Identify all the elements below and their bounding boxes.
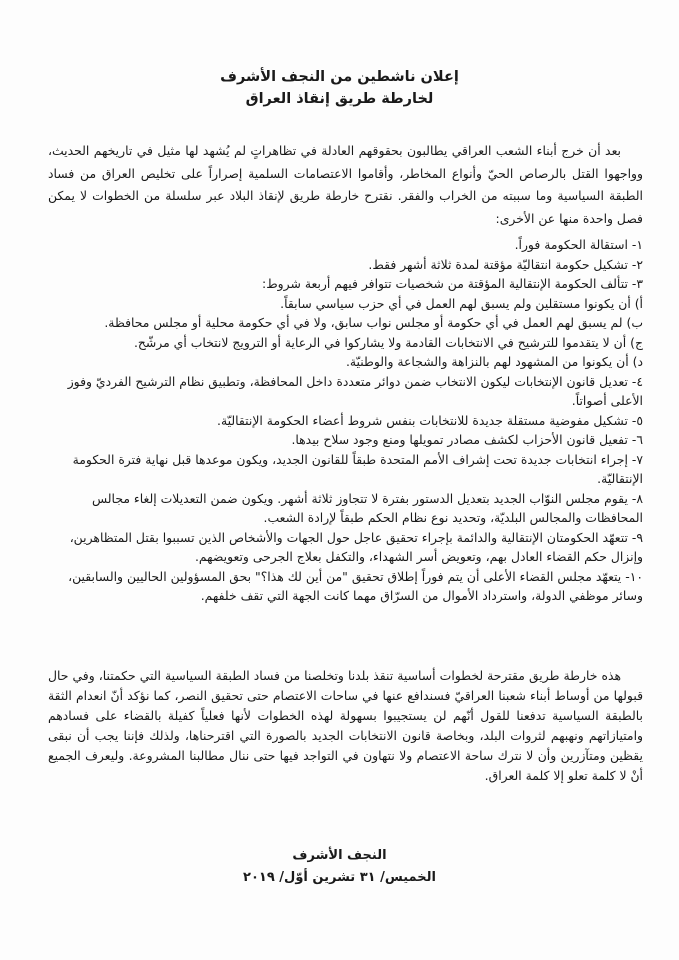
list-item: [48, 372, 643, 411]
list-item: [48, 255, 643, 275]
list-item: [48, 567, 643, 606]
condition-item: [48, 352, 643, 372]
item-number: ٦-: [631, 432, 643, 447]
condition-label: د): [632, 354, 643, 369]
document-title: إعلان ناشطين من النجف الأشرف: [220, 69, 459, 85]
signature-place: النجف الأشرف: [292, 848, 387, 863]
roadmap-steps-list: [48, 235, 643, 606]
condition-label: ج): [630, 334, 643, 350]
item-number: ٣-: [631, 276, 643, 291]
condition-item: [48, 294, 643, 314]
item-text: تتعهّد الحكومتان الإنتقالية والدائمة بإجراء تحقيق عاجل حول الجهات والأشخاص الذين تسببوا بقتل المتظاهرين، وإنزال حكم القضاء العادل بهم، وتعويض أسر الشهداء، والتكفل بعلاج الجرحى وتعويضهم.: [69, 529, 643, 564]
list-item: [48, 411, 643, 431]
item-text: تشكيل حكومة انتقاليّة مؤقتة لمدة ثلاثة أشهر فقط.: [368, 256, 628, 272]
item-number: ١-: [631, 237, 643, 252]
signature-block: [0, 845, 679, 889]
document-subtitle: لخارطة طريق إنقاذ العراق: [245, 91, 434, 107]
item-text: يتعهّد مجلس القضاء الأعلى أن يتم فوراً إطلاق تحقيق "من أين لك هذا؟" بحق المسؤولين الحاليين والسابقين، وسائر موظفي الدولة، واسترداد الأموال من السرّاق مهما كانت الجهة التي تقف خلفهم.: [68, 568, 643, 603]
document-header: [0, 66, 679, 110]
condition-text: أن يكونوا من المشهود لهم بالنزاهة والشجاعة والوطنيّة.: [345, 354, 629, 369]
item-text: يقوم مجلس النوّاب الجديد بتعديل الدستور بفترة لا تتجاوز ثلاثة أشهر. ويكون ضمن التعديلات إلغاء مجالس المحافظات والمجالس البلديّة، وتحديد نوع نظام الحكم طبقاً لإرادة الشعب.: [91, 490, 643, 525]
item-number: ٤-: [631, 373, 643, 389]
condition-label: ب): [626, 315, 643, 330]
condition-text: لم يسبق لهم العمل في أي حكومة أو مجلس نواب سابق، ولا في أي حكومة محلية أو مجلس محافظة.: [104, 315, 623, 330]
condition-text: أن لا يتقدموا للترشيح في الانتخابات القادمة ولا يشاركوا في الرعاية أو الترويج لانتخاب أي مرشّح.: [133, 334, 627, 350]
condition-item: [48, 333, 643, 353]
condition-label: أ): [634, 295, 643, 311]
item-number: ٢-: [631, 256, 643, 272]
list-item: [48, 528, 643, 567]
list-item: [48, 450, 643, 489]
item-text: إجراء انتخابات جديدة تحت إشراف الأمم المتحدة طبقاً للقانون الجديد، ويكون موعدها قبل نهاية فترة الحكومة الإنتقاليّة.: [72, 451, 643, 486]
list-item: [48, 235, 643, 255]
condition-item: [48, 313, 643, 333]
list-item: [48, 430, 643, 450]
item-text: استقالة الحكومة فوراً.: [514, 237, 628, 252]
intro-paragraph: بعد أن خرج أبناء الشعب العراقي يطالبون بحقوقهم العادلة في تظاهراتٍ لم يُشهد لها مثيل في تاريخهم الحديث، وواجهوا القتل بالرصاص الحيّ وأنواع المخاطر، وأقاموا الاعتصامات السلمية إصراراً على تخليص العراق من فساد الطبقة السياسية وما سببته من الخراب والفقر. نقترح خارطة طريق لإنقاذ البلاد عبر سلسلة من الخطوات لا يمكن فصل واحدة منها عن الأخرى:: [48, 143, 643, 226]
closing-paragraph: هذه خارطة طريق مقترحة لخطوات أساسية تنقذ بلدنا وتخلصنا من فساد الطبقة السياسية التي حكمتنا، وفي حال قبولها من أوساط أبناء شعبنا العراقيّ فسندافع عنها في ساحات الاعتصام حتى تحقيق النصر، كما نؤكد أنّ انعدام الثقة بالطبقة السياسية تدفعنا للقول أنّهم لن يستجيبوا بسهولة لهذه الخطوات لأنها فعلياً كفيلة بالقضاء على فسادهم وامتيازاتهم ونهبهم لثروات البلد، وبخاصة قانون الانتخابات الجديد بالصورة التي اقترحناها، ولذلك فإننا يجب أن نبقى يقظين ومتآزرين وأن لا نترك ساحة الاعتصام ولا نتهاون في التواجد فيها حتى ننال مطالبنا المشروعة. وليعرف الجميع أنْ لا كلمة تعلو إلا كلمة العراق.: [48, 668, 643, 783]
item-number: ٨-: [631, 490, 643, 506]
item-text: تفعيل قانون الأحزاب لكشف مصادر تمويلها ومنع وجود سلاح بيدها.: [291, 432, 628, 447]
item-number: ١٠-: [625, 568, 643, 584]
item-number: ٩-: [631, 529, 643, 545]
signature-date: الخميس/ ٣١ تشرين أوّل/ ٢٠١٩: [243, 870, 436, 885]
item-text: تتألف الحكومة الإنتقالية المؤقتة من شخصيات تتوافر فيهم أربعة شروط:: [262, 276, 628, 291]
condition-text: أن يكونوا مستقلين ولم يسبق لهم العمل في أي حزب سياسي سابقاً.: [280, 295, 631, 311]
item-text: تشكيل مفوضية مستقلة جديدة للانتخابات بنفس شروط أعضاء الحكومة الإنتقاليّة.: [217, 412, 628, 428]
list-item: [48, 274, 643, 294]
list-item: [48, 489, 643, 528]
item-text: تعديل قانون الإنتخابات ليكون الانتخاب ضمن دوائر متعددة داخل المحافظة، وتطبيق نظام الترشيح الفرديّ وفوز الأعلى أصواتاً.: [67, 373, 643, 408]
item-number: ٥-: [631, 412, 643, 428]
item-number: ٧-: [631, 451, 643, 467]
